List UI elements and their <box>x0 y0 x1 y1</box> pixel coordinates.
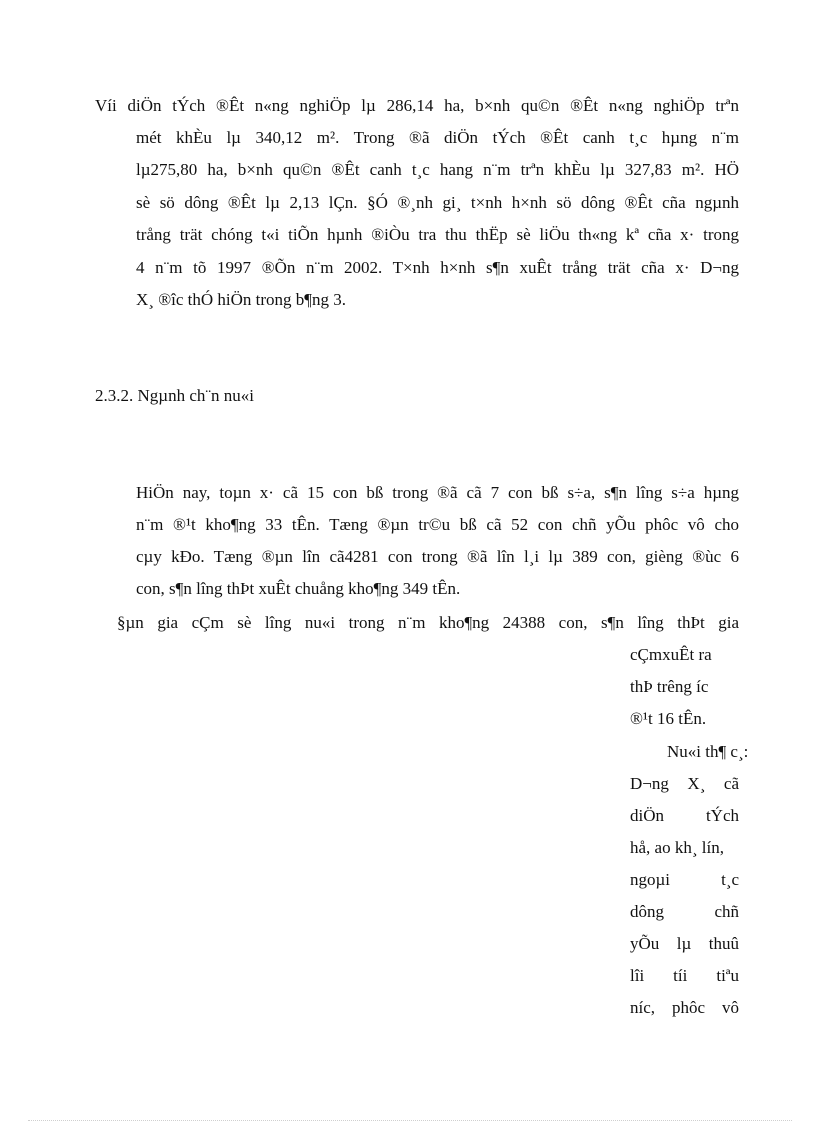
text-line: trång trät chóng t«i tiÕn hµnh ®iÒu tra thu thËp sè liÖu th«ng kª cña x· trong <box>136 225 739 244</box>
text-line: con, s¶n lîng thÞt xuÊt chuång kho¶ng 349 tÊn. <box>136 579 461 598</box>
text-line: mét khÈu lµ 340,12 m². Trong ®ã diÖn tÝch ®Êt canh t¸c hµng n¨m <box>136 128 739 147</box>
text-line: diÖn tÝch <box>630 806 739 825</box>
text-line: lîi tíi tiªu <box>630 966 739 985</box>
text-line: thÞ trêng íc <box>630 677 709 696</box>
text-line: X¸ ®îc thÓ hiÖn trong b¶ng 3. <box>136 290 346 309</box>
text-line: D¬ng X¸ cã <box>630 774 739 793</box>
text-line: cµy kÐo. Tæng ®µn lîn cã4281 con trong ®ã lîn l¸i lµ 389 con, gièng ®ùc 6 <box>136 547 739 566</box>
text-line: yÕu lµ thuû <box>630 934 739 953</box>
text-line: §µn gia cÇm sè lîng nu«i trong n¨m kho¶ng 24388 con, s¶n lîng thÞt gia <box>117 613 739 632</box>
text-line: dông chñ <box>630 902 739 921</box>
text-line: n¨m ®¹t kho¶ng 33 tÊn. Tæng ®µn tr©u bß cã 52 con chñ yÕu phôc vô cho <box>136 515 739 534</box>
text-line: lµ275,80 ha, b×nh qu©n ®Êt canh t¸c hang n¨m trªn khÈu lµ 327,83 m². HÖ <box>136 160 739 179</box>
text-line: Nu«i th¶ c¸: <box>667 742 749 761</box>
text-line: ngoµi t¸c <box>630 870 739 889</box>
page-bottom-divider <box>28 1120 792 1121</box>
text-line: hå, ao kh¸ lín, <box>630 838 724 857</box>
text-line: Víi diÖn tÝch ®Êt n«ng nghiÖp lµ 286,14 ha, b×nh qu©n ®Êt n«ng nghiÖp trªn <box>95 96 739 115</box>
text-line: níc, phôc vô <box>630 998 739 1017</box>
section-heading: 2.3.2. Ngµnh ch¨n nu«i <box>95 386 255 405</box>
text-line: 4 n¨m tõ 1997 ®Õn n¨m 2002. T×nh h×nh s¶n xuÊt trång trät cña x· D¬ng <box>136 258 739 277</box>
text-line: sè sö dông ®Êt lµ 2,13 lÇn. §Ó ®¸nh gi¸ t×nh h×nh sö dông ®Êt cña ngµnh <box>136 193 739 212</box>
text-line: HiÖn nay, toµn x· cã 15 con bß trong ®ã cã 7 con bß s÷a, s¶n lîng s÷a hµng <box>136 483 739 502</box>
text-line: ®¹t 16 tÊn. <box>630 709 707 728</box>
text-line: cÇmxuÊt ra <box>630 645 712 664</box>
